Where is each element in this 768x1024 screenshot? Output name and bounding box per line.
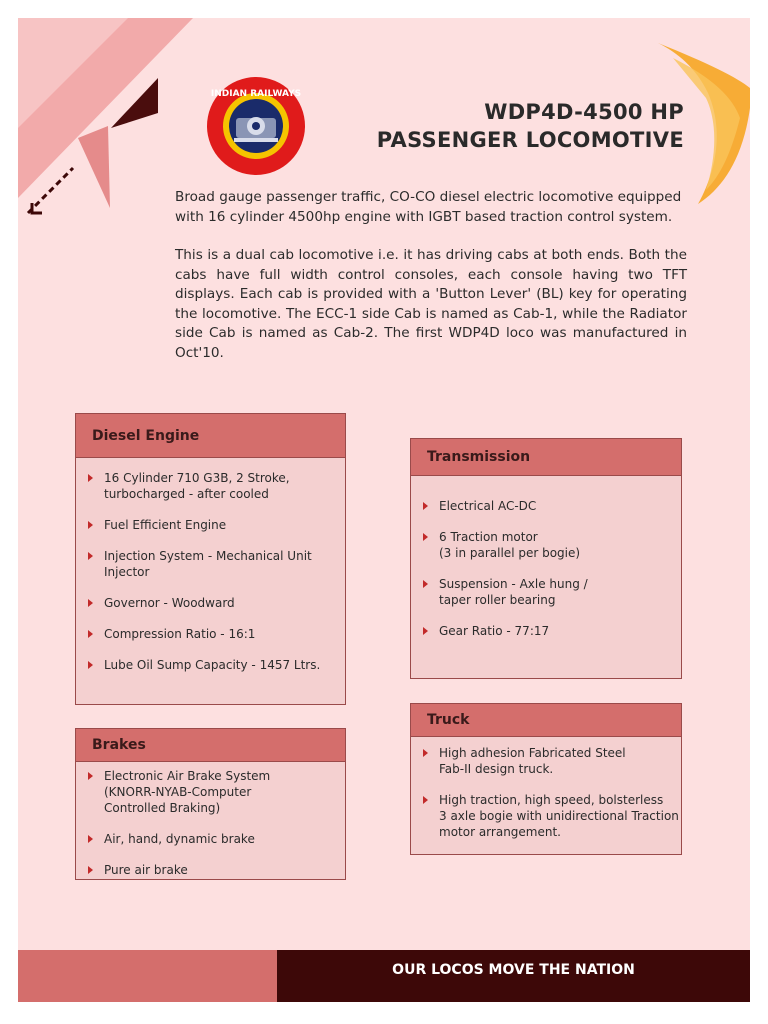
spec-list-item <box>104 831 345 847</box>
brochure-page <box>18 18 750 1002</box>
title-line-1: WDP4D-4500 HP <box>484 100 684 124</box>
spec-list-item <box>104 517 345 533</box>
intro-text <box>175 188 687 382</box>
spec-line: Electronic Air Brake System <box>104 769 271 783</box>
spec-list-item <box>439 529 681 561</box>
spec-line: 6 Traction motor <box>439 530 538 544</box>
spec-list-item <box>439 623 681 639</box>
spec-line: Pure air brake <box>104 863 188 877</box>
spec-list-item <box>439 576 681 608</box>
transmission-list <box>411 476 681 639</box>
spec-line: 16 Cylinder 710 G3B, 2 Stroke, <box>104 471 290 485</box>
spec-line: taper roller bearing <box>439 593 556 607</box>
spec-line: (3 in parallel per bogie) <box>439 546 581 560</box>
spec-line: Governor - Woodward <box>104 596 235 610</box>
truck-list <box>411 737 681 840</box>
spec-list-item <box>439 745 681 777</box>
spec-list-item <box>439 792 681 840</box>
spec-line: Electrical AC-DC <box>439 499 537 513</box>
diesel-engine-heading: Diesel Engine <box>76 414 345 458</box>
page-title <box>264 98 684 154</box>
spec-line: Air, hand, dynamic brake <box>104 832 255 846</box>
brakes-heading: Brakes <box>76 729 345 762</box>
truck-heading: Truck <box>411 704 681 737</box>
spec-line: Fuel Efficient Engine <box>104 518 227 532</box>
spec-list-item <box>104 548 345 580</box>
spec-line: Gear Ratio - 77:17 <box>439 624 550 638</box>
footer-tagline: OUR LOCOS MOVE THE NATION <box>277 950 750 1002</box>
spec-list-item <box>439 498 681 514</box>
spec-list-item <box>104 470 345 502</box>
spec-line: Injection System - Mechanical Unit Injector <box>104 549 312 579</box>
transmission-heading: Transmission <box>411 439 681 476</box>
spec-line: Compression Ratio - 16:1 <box>104 627 256 641</box>
spec-list-item <box>104 862 345 878</box>
logo-text: INDIAN RAILWAYS <box>210 89 302 99</box>
diesel-engine-list <box>76 458 345 673</box>
diesel-engine-panel <box>75 413 346 705</box>
spec-line: High adhesion Fabricated Steel <box>439 746 626 760</box>
spec-line: Lube Oil Sump Capacity - 1457 Ltrs. <box>104 658 321 672</box>
spec-list-item <box>104 595 345 611</box>
spec-line: Fab-II design truck. <box>439 762 554 776</box>
truck-panel <box>410 703 682 855</box>
spec-list-item <box>104 626 345 642</box>
spec-line: Suspension - Axle hung / <box>439 577 588 591</box>
transmission-panel <box>410 438 682 679</box>
spec-list-item <box>104 768 345 816</box>
brakes-list <box>76 762 345 878</box>
footer-accent-bar <box>18 950 277 1002</box>
spec-line: motor arrangement. <box>439 825 561 839</box>
spec-list-item <box>104 657 345 673</box>
brakes-panel <box>75 728 346 880</box>
intro-paragraph-1: Broad gauge passenger traffic, CO-CO diesel electric locomotive equipped with 16 cylinder 4500hp engine with IGBT based traction control system. <box>175 189 682 225</box>
intro-paragraph-2: This is a dual cab locomotive i.e. it has driving cabs at both ends. Both the cabs have full width control consoles, each console having two TFT displays. Each cab is provided with a 'Button Lever' (BL) key for operating the locomotive. The ECC-1 side Cab is named as Cab-1, while the Radiator side Cab is named as Cab-2. The first WDP4D loco was manufactured in Oct'10. <box>175 247 687 361</box>
spec-line: High traction, high speed, bolsterless <box>439 793 664 807</box>
spec-line: (KNORR-NYAB-Computer <box>104 785 252 799</box>
spec-line: Controlled Braking) <box>104 801 221 815</box>
spec-line: turbocharged - after cooled <box>104 487 269 501</box>
title-line-2: PASSENGER LOCOMOTIVE <box>376 128 684 152</box>
spec-line: 3 axle bogie with unidirectional Traction <box>439 809 679 823</box>
